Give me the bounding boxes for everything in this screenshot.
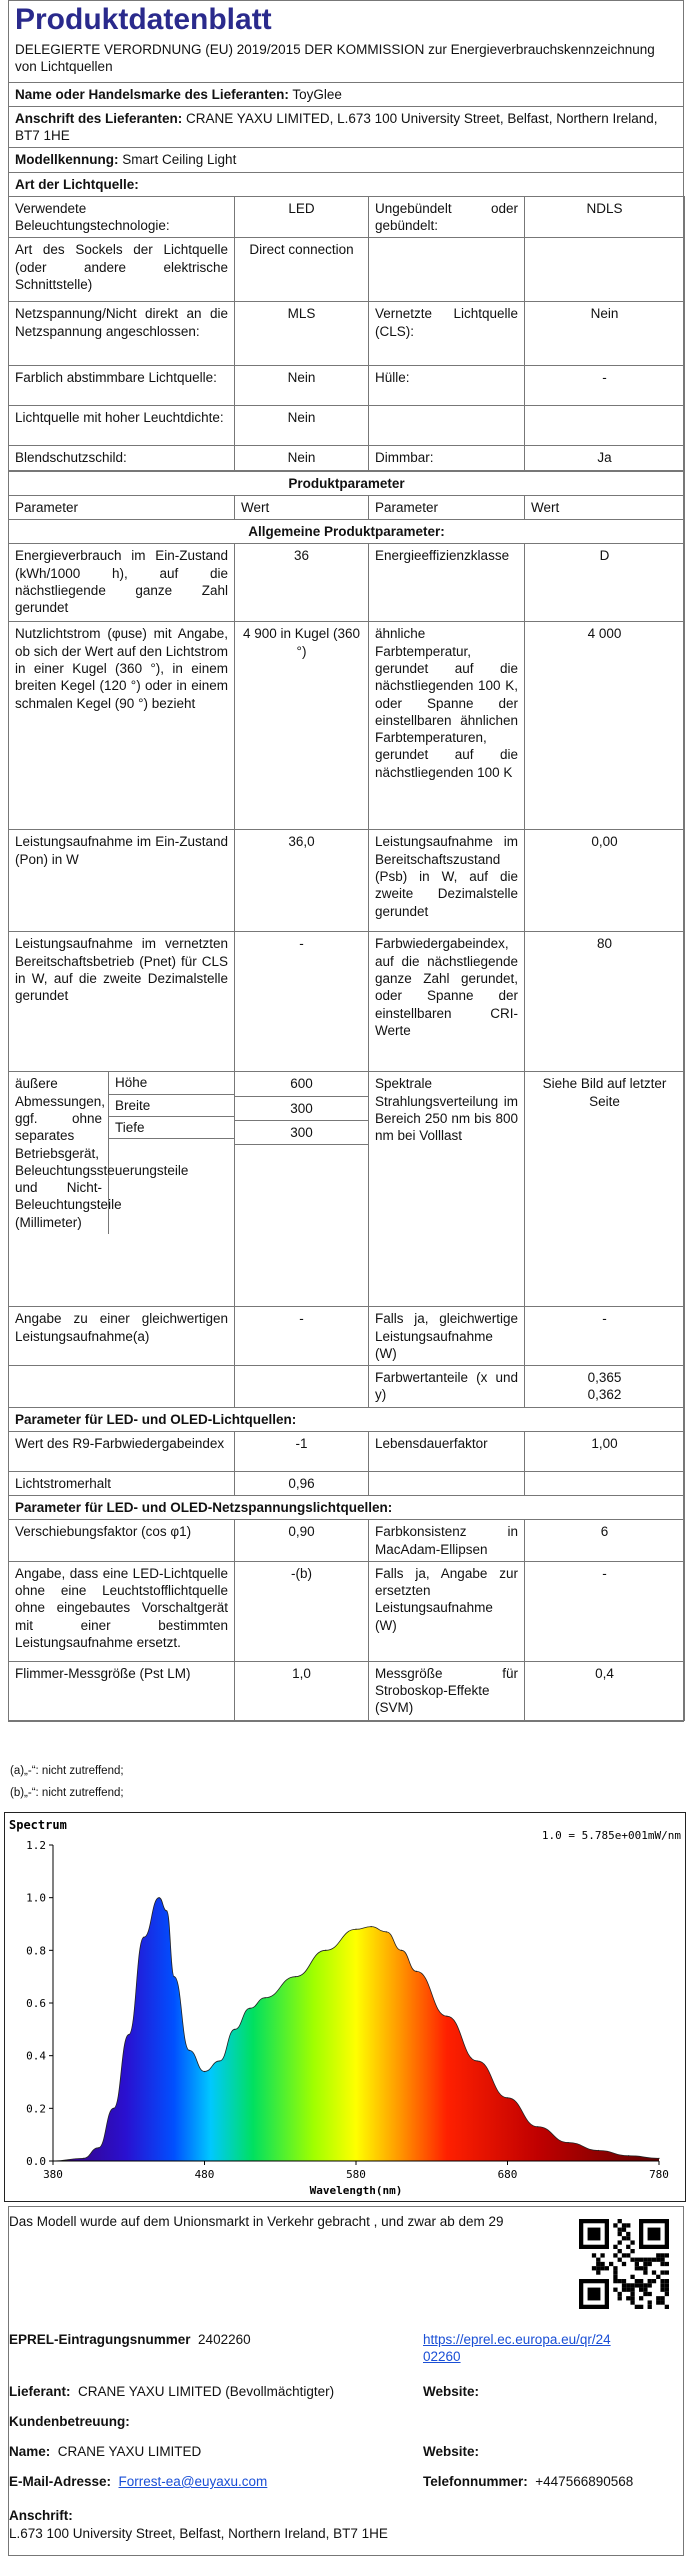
type-value: MLS <box>235 302 369 366</box>
type-param: Verwendete Beleuchtungstechnologie: <box>9 196 235 238</box>
general-param: Leistungsaufnahme im vernetzten Bereitschaftsbetrieb (Pnet) für CLS in W, auf die zweite Dezimalstelle gerundet <box>9 932 235 1072</box>
type-value: Direct connection <box>235 238 369 302</box>
general-row <box>9 932 685 1072</box>
general-param: Leistungsaufnahme im Ein-Zustand (Pon) in W <box>9 830 235 932</box>
type-row <box>9 366 685 406</box>
chart-title: Spectrum <box>9 1818 67 1832</box>
chart-annotation: 1.0 = 5.785e+001mW/nm <box>541 1829 681 1842</box>
led-row <box>9 1431 685 1471</box>
type-param-2: Vernetzte Lichtquelle (CLS): <box>369 302 525 366</box>
mains-value: -(b) <box>235 1561 369 1661</box>
spectrum-point <box>325 1950 326 1951</box>
general-value-2: 0,00 <box>525 830 685 932</box>
x-tick-label: 780 <box>649 2168 669 2181</box>
spectrum-point <box>113 2108 114 2109</box>
general-value: - <box>235 932 369 1072</box>
spectrum-point <box>249 2008 250 2009</box>
spectrum-point <box>295 1976 296 1977</box>
general-value: 4 900 in Kugel (360 °) <box>235 622 369 830</box>
product-data-sheet <box>8 0 684 1722</box>
x-tick-label: 380 <box>43 2168 63 2181</box>
type-param: Lichtquelle mit hoher Leuchtdichte: <box>9 406 235 446</box>
spectrum-point <box>401 1950 402 1951</box>
spectrum-point <box>598 2150 599 2151</box>
spectrum-point <box>628 2155 629 2156</box>
general-row <box>9 544 685 622</box>
led-param-2: Lebensdauerfaktor <box>369 1431 525 1471</box>
spectrum-point <box>98 2147 99 2148</box>
x-tick-label: 480 <box>194 2168 215 2181</box>
supplier-name-row <box>9 82 683 106</box>
spectrum-point <box>568 2142 569 2143</box>
col-header-value: Wert <box>235 495 369 519</box>
model-value: Smart Ceiling Light <box>122 152 237 168</box>
phone-value: +447566890568 <box>535 2474 634 2489</box>
col-header-param: Parameter <box>9 495 235 519</box>
x-axis-label: Wavelength(nm) <box>309 2184 403 2197</box>
mains-param: Flimmer-Messgröße (Pst LM) <box>9 1661 235 1720</box>
led-params-title: Parameter für LED- und OLED-Lichtquellen: <box>9 1407 685 1431</box>
mains-value-2: 0,4 <box>525 1661 685 1720</box>
type-row <box>9 238 685 302</box>
mains-value: 0,90 <box>235 1520 369 1562</box>
mains-value: 1,0 <box>235 1661 369 1720</box>
kundenbetreuung-label: Kundenbetreuung: <box>9 2414 130 2429</box>
type-value-2: Nein <box>525 302 685 366</box>
general-value-2: D <box>525 544 685 622</box>
spectrum-point <box>537 2126 538 2127</box>
mains-param-2: Farbkonsistenz in MacAdam-Ellipsen <box>369 1520 525 1562</box>
mains-value-2: - <box>525 1561 685 1661</box>
led-row <box>9 1471 685 1495</box>
mains-param: Verschiebungsfaktor (cos φ1) <box>9 1520 235 1562</box>
y-tick-label: 1.0 <box>26 1891 46 1905</box>
supplier-address-value: CRANE YAXU LIMITED, L.673 100 University Street, Belfast, Northern Ireland, BT7 1HE <box>15 110 658 144</box>
type-param-2 <box>369 238 525 302</box>
spectrum-point <box>371 1926 372 1927</box>
type-value-2: - <box>525 366 685 406</box>
dim-value-1: 300 <box>235 1096 369 1120</box>
spectrum-point <box>265 1997 266 1998</box>
y-tick-label: 1.2 <box>26 1839 46 1852</box>
col-header-param-2: Parameter <box>369 495 525 519</box>
type-param-2: Hülle: <box>369 366 525 406</box>
customer-name-label: Name: <box>9 2444 51 2459</box>
qr-svg <box>579 2219 669 2309</box>
spectral-label: Spektrale Strahlungsverteilung im Bereich 250 nm bis 800 nm bei Volllast <box>369 1072 525 1307</box>
mains-param-2: Messgröße für Stroboskop-Effekte (SVM) <box>369 1661 525 1720</box>
equiv-param: Angabe zu einer gleichwertigen Leistungsaufnahme(a) <box>9 1307 235 1366</box>
spectrum-point <box>166 1910 167 1911</box>
general-param-2: ähnliche Farbtemperatur, gerundet auf die nächstliegenden 100 K, oder Spanne der einstellbaren ähnlichen Farbtemperaturen, gerundet auf die nächstliegenden 100 K <box>369 622 525 830</box>
mains-param-2: Falls ja, Angabe zur ersetzten Leistungsaufnahme (W) <box>369 1561 525 1661</box>
led-value-2: 1,00 <box>525 1431 685 1471</box>
dimensions-label: äußere Abmessungen, ggf. ohne separates Betriebsgerät, Beleuchtungssteuerungsteile und Nicht-Beleuchtungsteile (Millimeter) <box>9 1072 109 1233</box>
led-param-2 <box>369 1471 525 1495</box>
led-param: Wert des R9-Farbwiedergabeindex <box>9 1431 235 1471</box>
mains-row <box>9 1520 685 1562</box>
light-type-label: Art der Lichtquelle: <box>15 176 139 192</box>
type-value: Nein <box>235 406 369 446</box>
type-row <box>9 196 685 238</box>
bottom-info-panel <box>8 2206 684 2556</box>
type-value: LED <box>235 196 369 238</box>
equiv-param <box>9 1366 235 1408</box>
type-param-2: Dimmbar: <box>369 446 525 470</box>
light-type-row <box>9 172 683 196</box>
spectrum-point <box>477 2060 478 2061</box>
general-value-2: 4 000 <box>525 622 685 830</box>
spectrum-point <box>83 2158 84 2159</box>
dim-value-0: 600 <box>235 1072 369 1096</box>
eprel-row <box>9 2331 251 2348</box>
type-value: Nein <box>235 366 369 406</box>
anschrift-label: Anschrift: <box>9 2508 73 2523</box>
spectrum-point <box>204 2071 205 2072</box>
anschrift-value: L.673 100 University Street, Belfast, Northern Ireland, BT7 1HE <box>9 2526 388 2541</box>
y-tick-label: 0.6 <box>26 1997 46 2010</box>
email-link[interactable]: Forrest-ea@euyaxu.com <box>118 2474 268 2489</box>
general-value: 36 <box>235 544 369 622</box>
equiv-param-2: Falls ja, gleichwertige Leistungsaufnahme (W) <box>369 1307 525 1366</box>
general-param-2: Energieeffizienzklasse <box>369 544 525 622</box>
page-title: Produktdatenblatt <box>15 3 272 36</box>
spectrum-point <box>174 1976 175 1977</box>
spectrum-point <box>189 2050 190 2051</box>
y-tick-label: 0.0 <box>26 2155 46 2168</box>
eprel-number: 2402260 <box>198 2332 251 2347</box>
lieferant-label: Lieferant: <box>9 2384 71 2399</box>
lieferant-row <box>9 2383 334 2400</box>
model-label: Modellkennung: <box>15 152 119 168</box>
led-value: -1 <box>235 1431 369 1471</box>
params-title: Produktparameter <box>9 471 685 495</box>
type-row <box>9 302 685 366</box>
dimensions-cell <box>9 1072 235 1307</box>
spectrum-point <box>234 2029 235 2030</box>
y-tick-label: 0.2 <box>26 2102 46 2116</box>
supplier-address-label: Anschrift des Lieferanten: <box>15 110 183 126</box>
market-text: Das Modell wurde auf dem Unionsmarkt in Verkehr gebracht , und zwar ab dem 29 <box>9 2214 504 2229</box>
spectrum-point <box>158 1897 159 1898</box>
general-param-2: Leistungsaufnahme im Bereitschaftszustand (Psb) in W, auf die zweite Dezimalstelle gerundet <box>369 830 525 932</box>
website-label-1: Website: <box>423 2384 480 2399</box>
general-value-2: 80 <box>525 932 685 1072</box>
spectrum-point <box>128 2034 129 2035</box>
spectrum-chart <box>4 1812 686 2202</box>
x-tick-label: 580 <box>346 2168 366 2181</box>
footnote-a: (a)„-“: nicht zutreffend; <box>10 1765 124 1777</box>
dim-name-2: Tiefe <box>109 1117 234 1139</box>
type-param: Farblich abstimmbare Lichtquelle: <box>9 366 235 406</box>
supplier-name-label: Name oder Handelsmarke des Lieferanten: <box>15 86 289 102</box>
x-tick-label: 680 <box>497 2168 518 2181</box>
type-value-2 <box>525 238 685 302</box>
spectrum-point <box>658 2158 659 2159</box>
dim-value-spacer <box>235 1145 369 1307</box>
type-param: Netzspannung/Nicht direkt an die Netzspannung angeschlossen: <box>9 302 235 366</box>
equiv-value: - <box>235 1307 369 1366</box>
spectrum-point <box>416 1971 417 1972</box>
led-value-2 <box>525 1471 685 1495</box>
mains-row <box>9 1561 685 1661</box>
equiv-value <box>235 1366 369 1408</box>
type-value-2 <box>525 406 685 446</box>
type-param-2 <box>369 406 525 446</box>
dim-name-1: Breite <box>109 1095 234 1117</box>
equiv-param-2: Farbwertanteile (x und y) <box>369 1366 525 1408</box>
supplier-name-value: ToyGlee <box>292 86 342 102</box>
dim-value-2: 300 <box>235 1120 369 1144</box>
type-param-2: Ungebündelt oder gebündelt: <box>369 196 525 238</box>
lieferant-value: CRANE YAXU LIMITED (Bevollmächtigter) <box>78 2384 335 2399</box>
type-param: Art des Sockels der Lichtquelle (oder andere elektrische Schnittstelle) <box>9 238 235 302</box>
dim-name-0: Höhe <box>109 1072 234 1094</box>
mains-params-title: Parameter für LED- und OLED-Netzspannungslichtquellen: <box>9 1496 685 1520</box>
type-row <box>9 446 685 470</box>
footnote-b: (b)„-“: nicht zutreffend; <box>10 1787 124 1799</box>
eprel-link[interactable]: https://eprel.ec.europa.eu/qr/2402260 <box>423 2332 611 2365</box>
mains-value-2: 6 <box>525 1520 685 1562</box>
col-header-value-2: Wert <box>525 495 685 519</box>
y-tick-label: 0.8 <box>26 1944 46 1958</box>
type-value: Nein <box>235 446 369 470</box>
type-value-2: Ja <box>525 446 685 470</box>
general-value: 36,0 <box>235 830 369 932</box>
spectrum-point <box>219 2060 220 2061</box>
regulation-subtitle: DELEGIERTE VERORDNUNG (EU) 2019/2015 DER KOMMISSION zur Energieverbrauchskennzeichnung von Lichtquellen <box>15 42 655 75</box>
email-row <box>9 2473 267 2490</box>
type-value-2: NDLS <box>525 196 685 238</box>
equiv-value-2: 0,365 0,362 <box>525 1366 685 1408</box>
general-param: Energieverbrauch im Ein-Zustand (kWh/1000 h), auf die nächstliegende ganze Zahl gerundet <box>9 544 235 622</box>
general-params-title: Allgemeine Produktparameter: <box>9 520 685 544</box>
product-parameters-table <box>8 471 685 1721</box>
model-row <box>9 147 683 171</box>
spectrum-svg <box>5 1813 687 2203</box>
general-param: Nutzlichtstrom (φuse) mit Angabe, ob sich der Wert auf den Lichtstrom in einer Kugel (360 °), in einem breiten Kegel (120 °) oder in einem schmalen Kegel (90 °) bezieht <box>9 622 235 830</box>
general-row <box>9 622 685 830</box>
spectrum-point <box>143 1937 144 1938</box>
spectrum-point <box>386 1931 387 1932</box>
email-label: E-Mail-Adresse: <box>9 2474 112 2489</box>
led-param: Lichtstromerhalt <box>9 1471 235 1495</box>
mains-param: Angabe, dass eine LED-Lichtquelle ohne eine Leuchtstofflichtquelle ohne eingebautes Vorschaltgerät mit einer bestimmten Leistungsaufnahme ersetzt. <box>9 1561 235 1661</box>
spectral-value: Siehe Bild auf letzter Seite <box>525 1072 685 1307</box>
website-label-2: Website: <box>423 2444 480 2459</box>
spectrum-point <box>355 1929 356 1930</box>
mains-row <box>9 1661 685 1720</box>
phone-row <box>423 2473 633 2490</box>
spectrum-point <box>507 2097 508 2098</box>
customer-name-value: CRANE YAXU LIMITED <box>57 2444 202 2459</box>
phone-label: Telefonnummer: <box>423 2474 528 2489</box>
equiv-row <box>9 1366 685 1408</box>
equiv-row <box>9 1307 685 1366</box>
equiv-value-2: - <box>525 1307 685 1366</box>
qr-code-icon <box>579 2219 669 2309</box>
y-tick-label: 0.4 <box>26 2049 46 2063</box>
general-row <box>9 830 685 932</box>
type-param: Blendschutzschild: <box>9 446 235 470</box>
type-row <box>9 406 685 446</box>
customer-name-row <box>9 2443 201 2460</box>
eprel-label: EPREL-Eintragungsnummer <box>9 2332 191 2347</box>
led-value: 0,96 <box>235 1471 369 1495</box>
spectrum-point <box>446 2016 447 2017</box>
general-param-2: Farbwiedergabeindex, auf die nächstliegende ganze Zahl gerundet, oder Spanne der einstellbaren CRI-Werte <box>369 932 525 1072</box>
light-type-table <box>8 196 685 471</box>
supplier-address-row <box>9 106 683 148</box>
